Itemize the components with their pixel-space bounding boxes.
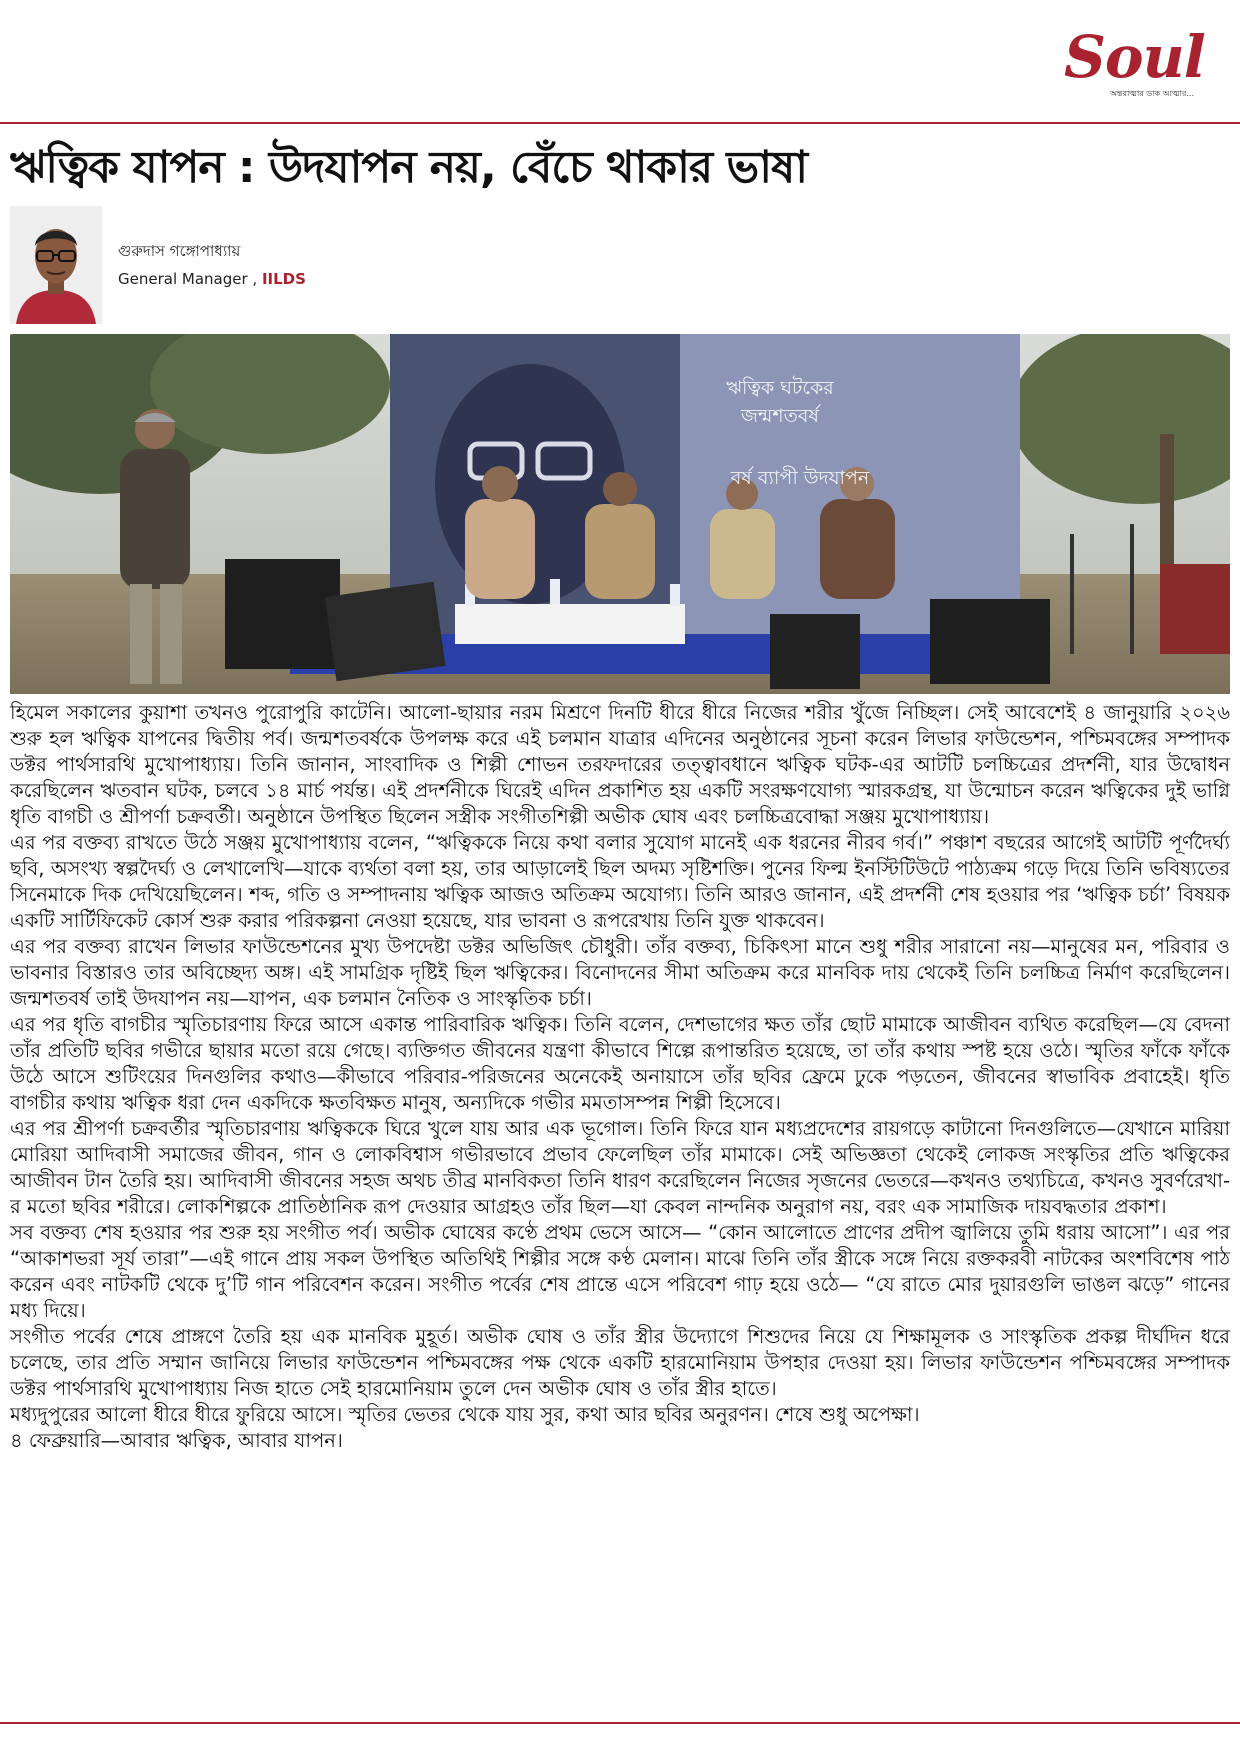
article-body [10, 700, 1230, 1454]
author-name: গুরুদাস গঙ্গোপাধ্যায় [118, 242, 241, 260]
article-paragraph: মধ্যদুপুরের আলো ধীরে ধীরে ফুরিয়ে আসে। স্মৃতির ভেতর থেকে যায় সুর, কথা আর ছবির অনুরণন। শেষে শুধু অপেক্ষা। [10, 1403, 920, 1426]
brand-logo [1064, 22, 1205, 117]
brand-logo-text: Soul [1064, 23, 1205, 91]
author-avatar [10, 206, 102, 324]
footer-divider [0, 1722, 1240, 1724]
article-paragraph: হিমেল সকালের কুয়াশা তখনও পুরোপুরি কাটেনি। আলো-ছায়ার নরম মিশ্রণে দিনটি ধীরে ধীরে নিজের শরীর খুঁজে নিচ্ছিল। সেই আবেশেই ৪ জানুয়ারি ২০২৬ শুরু হল ঋত্বিক যাপনের দ্বিতীয় পর্ব। জন্মশতবর্ষকে উপলক্ষ করে এই চলমান যাত্রার এদিনের অনুষ্ঠানের সূচনা করেন লিভার ফাউন্ডেশন, পশ্চিমবঙ্গের সম্পাদক ডক্টর পার্থসারথি মুখোপাধ্যায়। তিনি জানান, সাংবাদিক ও শিল্পী শোভন তরফদারের তত্ত্বাবধানে ঋত্বিক ঘটক-এর আটটি চলচ্চিত্রের প্রদর্শনী, যার উদ্বোধন করেছিলেন ঋতবান ঘটক, চলবে ১৪ মার্চ পর্যন্ত। এই প্রদর্শনীকে ঘিরেই এদিন প্রকাশিত হয় একটি সংরক্ষণযোগ্য স্মারকগ্রন্থ, যা উন্মোচন করেন ঋত্বিকের দুই ভাগ্নি ধৃতি বাগচী ও শ্রীপর্ণা চক্রবর্তী। অনুষ্ঠানে উপস্থিত ছিলেন সস্ত্রীক সংগীতশিল্পী অভীক ঘোষ এবং চলচ্চিত্রবোদ্ধা সঞ্জয় মুখোপাধ্যায়। [10, 701, 1230, 828]
article-paragraph: সংগীত পর্বের শেষে প্রাঙ্গণে তৈরি হয় এক মানবিক মুহূর্ত। অভীক ঘোষ ও তাঁর স্ত্রীর উদ্যোগে শিশুদের নিয়ে যে শিক্ষামূলক ও সাংস্কৃতিক প্রকল্প দীর্ঘদিন ধরে চলেছে, তার প্রতি সম্মান জানিয়ে লিভার ফাউন্ডেশন পশ্চিমবঙ্গের পক্ষ থেকে একটি হারমোনিয়াম উপহার দেওয়া হয়। লিভার ফাউন্ডেশন পশ্চিমবঙ্গের সম্পাদক ডক্টর পার্থসারথি মুখোপাধ্যায় নিজ হাতে সেই হারমোনিয়াম তুলে দেন অভীক ঘোষ ও তাঁর স্ত্রীর হাতে। [10, 1325, 1230, 1400]
banner-line-3: বর্ষ ব্যাপী উদযাপন [730, 467, 870, 489]
article-paragraph: এর পর বক্তব্য রাখেন লিভার ফাউন্ডেশনের মুখ্য উপদেষ্টা ডক্টর অভিজিৎ চৌধুরী। তাঁর বক্তব্য, চিকিৎসা মানে শুধু শরীর সারানো নয়—মানুষের মন, পরিবার ও ভাবনার বিস্তারও তার অবিচ্ছেদ্য অঙ্গ। এই সামগ্রিক দৃষ্টিই ছিল ঋত্বিকের। বিনোদনের সীমা অতিক্রম করে মানবিক দায় থেকেই তিনি চলচ্চিত্র নির্মাণ করেছিলেন। জন্মশতবর্ষ তাই উদযাপন নয়—যাপন, এক চলমান নৈতিক ও সাংস্কৃতিক চর্চা। [10, 935, 1230, 1010]
article-paragraph: ৪ ফেব্রুয়ারি—আবার ঋত্বিক, আবার যাপন। [10, 1429, 343, 1452]
author-role [118, 270, 306, 288]
banner-line-2: জন্মশতবর্ষ [741, 405, 819, 427]
article-paragraph: এর পর শ্রীপর্ণা চক্রবর্তীর স্মৃতিচারণায় ঋত্বিককে ঘিরে খুলে যায় আর এক ভূগোল। তিনি ফিরে যান মধ্যপ্রদেশের রায়গড়ে কাটানো দিনগুলিতে—যেখানে মারিয়া মোরিয়া আদিবাসী সমাজের জীবন, গান ও লোকবিশ্বাস গভীরভাবে প্রভাব ফেলেছিল তাঁর মামাকে। সেই অভিজ্ঞতা থেকেই লোকজ সংস্কৃতির প্রতি ঋত্বিকের আজীবন টান তৈরি হয়। আদিবাসী জীবনের সহজ অথচ তীব্র মানবিকতা তিনি ধারণ করেছিলেন নিজের সৃজনের ভেতরে—কখনও তথ্যচিত্রে, কখনও সুবর্ণরেখা-র মতো ছবির শরীরে। লোকশিল্পকে প্রাতিষ্ঠানিক রূপ দেওয়ার আগ্রহও তাঁর ছিল—যা কেবল নান্দনিক অনুরাগ নয়, বরং এক সামাজিক দায়বদ্ধতার প্রকাশ। [10, 1117, 1230, 1218]
article-paragraph: এর পর বক্তব্য রাখতে উঠে সঞ্জয় মুখোপাধ্যায় বলেন, “ঋত্বিককে নিয়ে কথা বলার সুযোগ মানেই এক ধরনের নীরব গর্ব।” পঞ্চাশ বছরের আগেই আটটি পূর্ণদৈর্ঘ্য ছবি, অসংখ্য স্বল্পদৈর্ঘ্য ও লেখালেখি—যাকে ব্যর্থতা বলা হয়, তার আড়ালেই ছিল অদম্য সৃষ্টিশক্তি। পুনের ফিল্ম ইনস্টিটিউটে পাঠ্যক্রম গড়ে দিয়ে তিনি ভবিষ্যতের সিনেমাকে দিক দেখিয়েছিলেন। শব্দ, গতি ও সম্পাদনায় ঋত্বিক আজও অতিক্রম অযোগ্য। তিনি আরও জানান, এই প্রদর্শনী শেষ হওয়ার পর ‘ঋত্বিক চর্চা’ বিষয়ক একটি সার্টিফিকেট কোর্স শুরু করার পরিকল্পনা নেওয়া হয়েছে, যার ভাবনা ও রূপরেখায় তিনি যুক্ত থাকবেন। [10, 831, 1230, 932]
banner-line-1: ঋত্বিক ঘটকের [726, 377, 834, 399]
article-paragraph: সব বক্তব্য শেষ হওয়ার পর শুরু হয় সংগীত পর্ব। অভীক ঘোষের কণ্ঠে প্রথম ভেসে আসে— “কোন আলোতে প্রাণের প্রদীপ জ্বালিয়ে তুমি ধরায় আসো”। এর পর “আকাশভরা সূর্য তারা”—এই গানে প্রায় সকল উপস্থিত অতিথিই শিল্পীর সঙ্গে কণ্ঠ মেলান। মাঝে তিনি তাঁর স্ত্রীকে সঙ্গে নিয়ে রক্তকরবী নাটকের অংশবিশেষ পাঠ করেন এবং নাটকটি থেকে দু’টি গান পরিবেশন করেন। সংগীত পর্বের শেষ প্রান্তে এসে পরিবেশ গাঢ় হয়ে ওঠে— “যে রাতে মোর দুয়ারগুলি ভাঙল ঝড়ে” গানের মধ্য দিয়ে। [10, 1221, 1230, 1322]
banner-caption-sub [650, 464, 950, 492]
brand-tagline: অন্তরাত্মার ডাক আত্মার... [1110, 89, 1194, 98]
article-paragraph: এর পর ধৃতি বাগচীর স্মৃতিচারণায় ফিরে আসে একান্ত পারিবারিক ঋত্বিক। তিনি বলেন, দেশভাগের ক্ষত তাঁর ছোট মামাকে আজীবন ব্যথিত করেছিল—যে বেদনা তাঁর প্রতিটি ছবির গভীরে ছায়ার মতো রয়ে গেছে। ব্যক্তিগত জীবনের যন্ত্রণা কীভাবে শিল্পে রূপান্তরিত হয়েছে, তা তাঁর কথায় স্পষ্ট হয়ে ওঠে। স্মৃতির ফাঁকে ফাঁকে উঠে আসে শুটিংয়ের দিনগুলির কথাও—কীভাবে পরিবার-পরিজনের অনেকেই অনায়াসে তাঁর ছবির ফ্রেমে ঢুকে পড়তেন, জীবনের স্বাভাবিক প্রবাহেই। ধৃতি বাগচীর কথায় ঋত্বিক ধরা দেন একদিকে ক্ষতবিক্ষত মানুষ, অন্যদিকে গভীর মমতাসম্পন্ন শিল্পী হিসেবে। [10, 1013, 1230, 1114]
author-organization: IILDS [261, 270, 306, 288]
header-divider [0, 122, 1240, 124]
event-photo [10, 334, 1230, 694]
banner-caption [690, 374, 870, 430]
article-title: ঋত্বিক যাপন : উদযাপন নয়, বেঁচে থাকার ভাষা [10, 142, 807, 193]
author-role-text: General Manager , [118, 270, 258, 288]
